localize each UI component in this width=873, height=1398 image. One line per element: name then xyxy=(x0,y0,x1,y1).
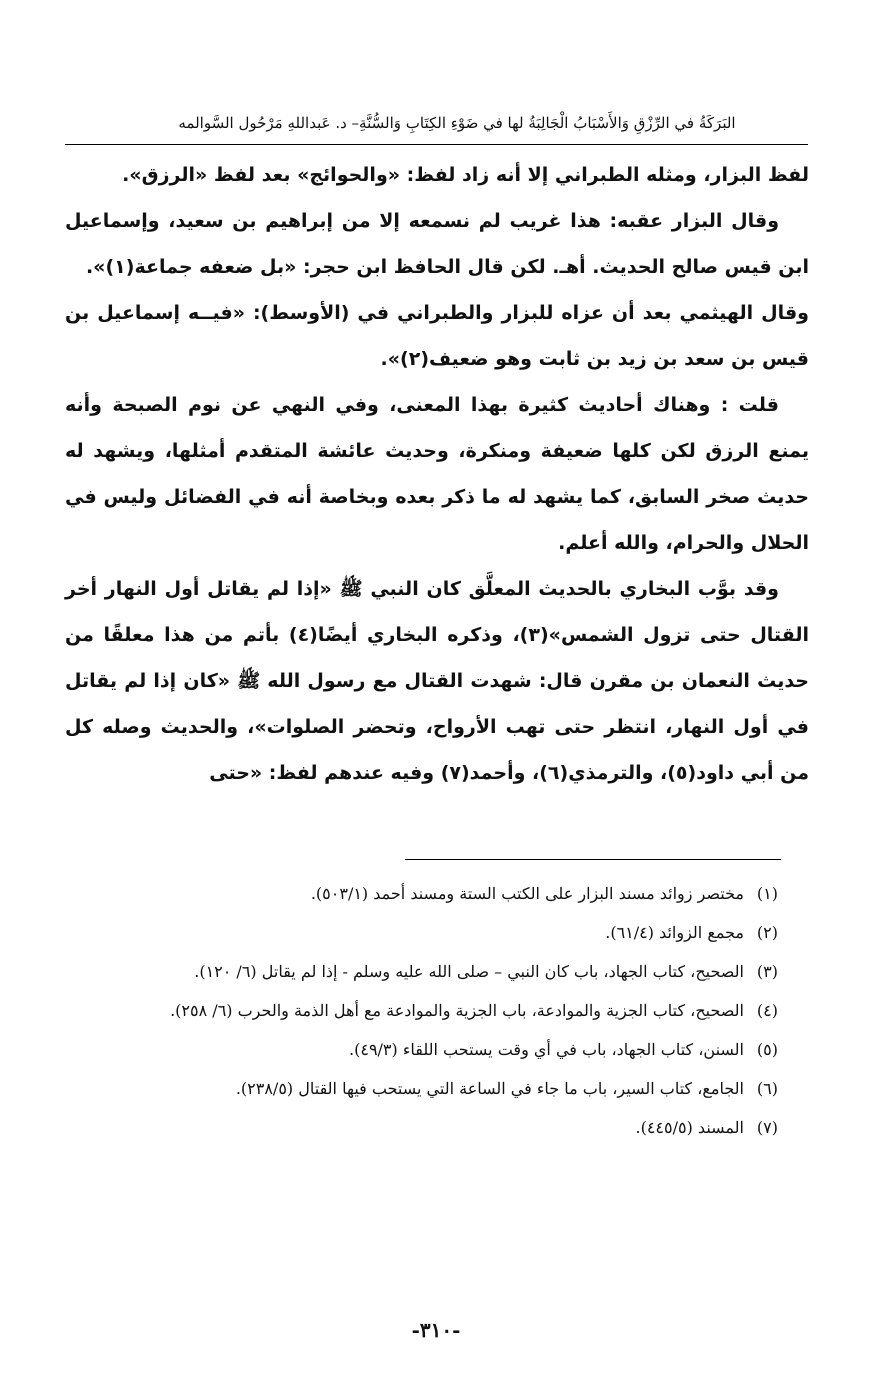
footnote-text: الصحيح، كتاب الجهاد، باب كان النبي – صلى الله عليه وسلم - إذا لم يقاتل (٦/ ١٢٠). xyxy=(194,962,744,981)
footnote xyxy=(65,1108,778,1147)
paragraph: وقال البزار عقبه: هذا غريب لم نسمعه إلا من إبراهيم بن سعيد، وإسماعيل ابن قيس صالح الحديث. أهـ. لكن قال الحافظ ابن حجر: «بل ضعفه جماعة(١)». xyxy=(65,210,809,278)
running-header: البَرَكَةُ في الرِّزْقِ وَالأَسْبَابُ الْجَالِبَةُ لها في ضَوْءِ الكِتَابِ وَالسُّنَّةِ– د. عَبداللهِ مَرْحُول السَّوالمه xyxy=(178,114,736,132)
footnote xyxy=(65,991,778,1030)
footnote xyxy=(65,952,778,991)
paragraph: لفظ البزار، ومثله الطبراني إلا أنه زاد لفظ: «والحوائج» بعد لفظ «الرزق». xyxy=(122,164,809,186)
footnote xyxy=(65,874,778,913)
footnote-text: السنن، كتاب الجهاد، باب في أي وقت يستحب اللقاء (٤٩/٣). xyxy=(349,1040,744,1059)
footnote-text: المسند (٤٤٥/٥). xyxy=(635,1118,744,1137)
footnote-number: (١) xyxy=(756,884,778,903)
footnote-number: (٦) xyxy=(756,1079,778,1098)
paragraph: وقد بوَّب البخاري بالحديث المعلَّق كان النبي ﷺ «إذا لم يقاتل أول النهار أخر القتال حتى تزول الشمس»(٣)، وذكره البخاري أيضًا(٤) بأتم من هذا معلقًا من حديث النعمان بن مقرن قال: شهدت القتال مع رسول الله ﷺ «كان إذا لم يقاتل في أول النهار، انتظر حتى تهب الأرواح، وتحضر الصلوات»، والحديث وصله كل من أبي داود(٥)، والترمذي(٦)، وأحمد(٧) وفيه عندهم لفظ: «حتى xyxy=(65,578,810,784)
paragraph: وقال الهيثمي بعد أن عزاه للبزار والطبراني في (الأوسط): «فيــه إسماعيل بن قيس بن سعد بن زيد بن ثابت وهو ضعيف(٢)». xyxy=(65,302,809,370)
footnote-text: مختصر زوائد مسند البزار على الكتب الستة ومسند أحمد (٥٠٣/١). xyxy=(310,884,744,903)
paragraph: قلت : وهناك أحاديث كثيرة بهذا المعنى، وفي النهي عن نوم الصبحة وأنه يمنع الرزق لكن كلها ضعيفة ومنكرة، وحديث عائشة المتقدم أمثلها، ويشهد له حديث صخر السابق، كما يشهد له ما ذكر بعده وبخاصة أنه في الفضائل وليس في الحلال والحرام، والله أعلم. xyxy=(65,394,809,554)
header-divider xyxy=(65,144,808,145)
footnote xyxy=(65,1030,778,1069)
footnote-number: (٧) xyxy=(756,1118,778,1137)
footnotes xyxy=(65,874,778,1147)
footnote-number: (٢) xyxy=(756,923,778,942)
footnote-number: (٥) xyxy=(756,1040,778,1059)
footnote-number: (٣) xyxy=(756,962,778,981)
footnote xyxy=(65,913,778,952)
page-number: -٣١٠- xyxy=(411,1318,461,1342)
footnote xyxy=(65,1069,778,1108)
footnote-divider xyxy=(405,859,781,860)
footnote-text: الصحيح، كتاب الجزية والموادعة، باب الجزية والموادعة مع أهل الذمة والحرب (٦/ ٢٥٨). xyxy=(170,1001,744,1020)
footnote-number: (٤) xyxy=(756,1001,778,1020)
main-text xyxy=(65,152,809,796)
footnote-text: الجامع، كتاب السير، باب ما جاء في الساعة التي يستحب فيها القتال (٢٣٨/٥). xyxy=(235,1079,744,1098)
footnote-text: مجمع الزوائد (٦١/٤). xyxy=(605,923,744,942)
